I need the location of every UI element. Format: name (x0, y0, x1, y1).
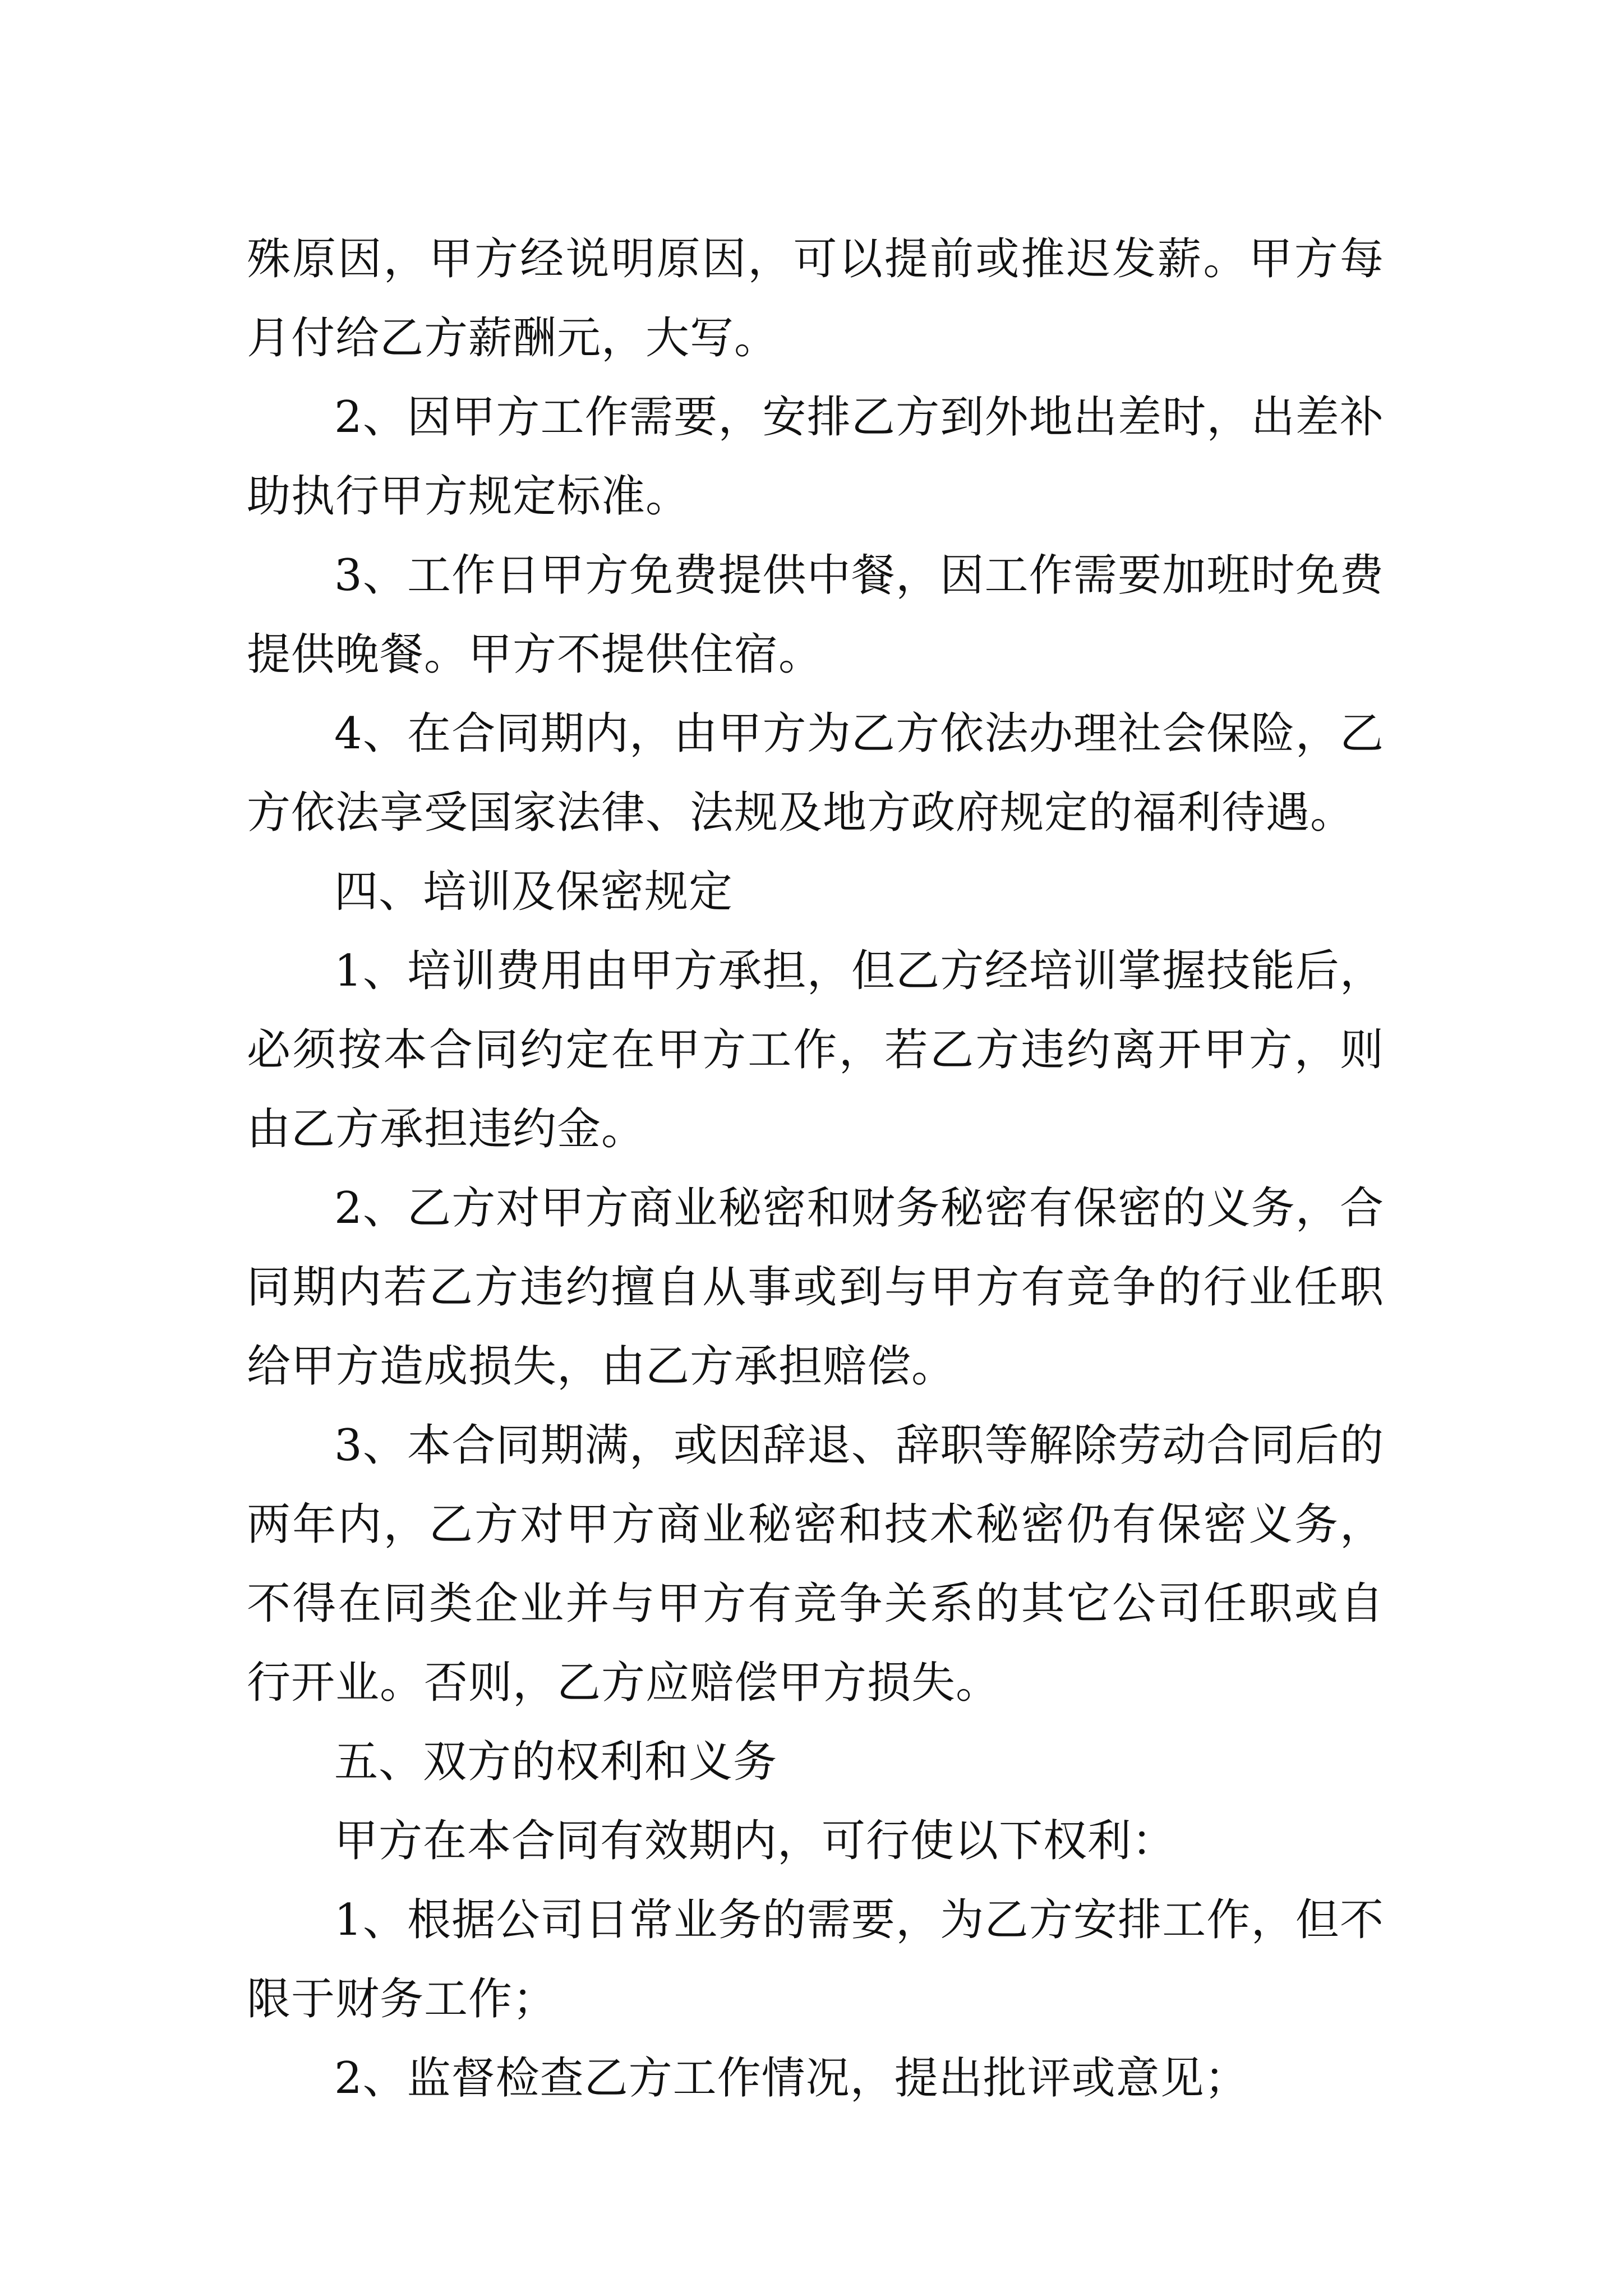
paragraph-post-contract-confidentiality: 3、本合同期满，或因辞退、辞职等解除劳动合同后的两年内，乙方对甲方商业秘密和技术秘密仍有保密义务，不得在同类企业并与甲方有竞争关系的其它公司任职或自行开业。否则，乙方应赔偿甲方损失。 (247, 1420, 1384, 1708)
document-body (247, 220, 1384, 2118)
paragraph-social-insurance: 4、在合同期内，由甲方为乙方依法办理社会保险，乙方依法享受国家法律、法规及地方政府规定的福利待遇。 (247, 708, 1384, 838)
paragraph-right-supervise: 2、监督检查乙方工作情况，提出批评或意见； (334, 2053, 1249, 2104)
paragraph-training-cost: 1、培训费用由甲方承担，但乙方经培训掌握技能后，必须按本合同约定在甲方工作，若乙方违约离开甲方，则由乙方承担违约金。 (247, 946, 1384, 1154)
section-heading-training-confidentiality: 四、培训及保密规定 (334, 867, 734, 917)
paragraph-party-a-rights-intro: 甲方在本合同有效期内，可行使以下权利： (334, 1816, 1177, 1866)
section-heading-rights-obligations: 五、双方的权利和义务 (334, 1737, 778, 1787)
paragraph-salary-continued: 殊原因，甲方经说明原因，可以提前或推迟发薪。甲方每月付给乙方薪酬元，大写。 (247, 234, 1384, 364)
paragraph-confidentiality-duty: 2、乙方对甲方商业秘密和财务秘密有保密的义务，合同期内若乙方违约擅自从事或到与甲方有竞争的行业任职给甲方造成损失，由乙方承担赔偿。 (247, 1183, 1384, 1392)
paragraph-right-assign-work: 1、根据公司日常业务的需要，为乙方安排工作，但不限于财务工作； (247, 1895, 1384, 2024)
paragraph-meals: 3、工作日甲方免费提供中餐，因工作需要加班时免费提供晚餐。甲方不提供住宿。 (247, 550, 1384, 680)
paragraph-travel-allowance: 2、因甲方工作需要，安排乙方到外地出差时，出差补助执行甲方规定标准。 (247, 392, 1384, 522)
